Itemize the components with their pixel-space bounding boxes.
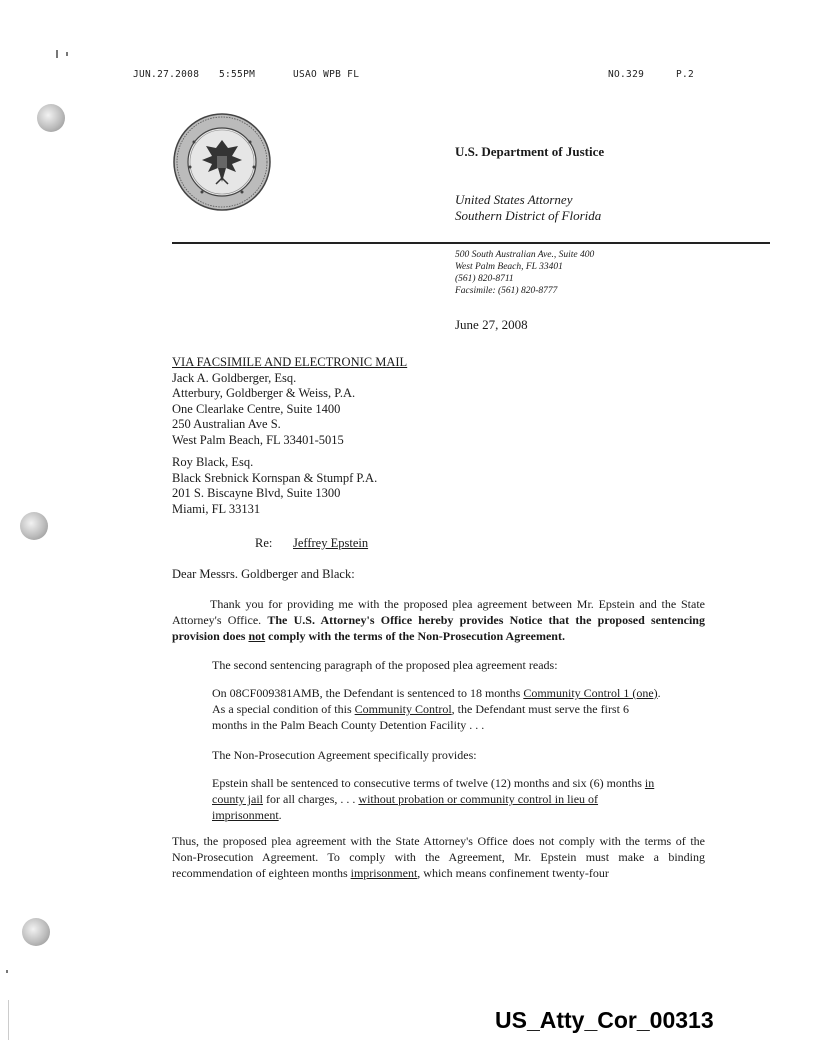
scan-speck xyxy=(66,52,68,56)
delivery-method: VIA FACSIMILE AND ELECTRONIC MAIL xyxy=(172,355,408,369)
quote-plea-agreement xyxy=(212,685,667,733)
office-line-1: United States Attorney xyxy=(455,192,573,207)
notice-text: Thank you for providing me with the proposed plea agreement between Mr. Epstein and the State Attorney's Office. xyxy=(172,597,705,627)
punch-hole-bottom xyxy=(22,918,50,946)
recipient-block-2 xyxy=(172,455,377,517)
quote-text: On 08CF009381AMB, the Defendant is sentenced to 18 months xyxy=(212,686,524,700)
address-city: West Palm Beach, FL 33401 xyxy=(455,262,563,272)
quote-underlined: in county jail xyxy=(212,776,655,806)
recipient-line: Roy Black, Esq. xyxy=(172,455,254,469)
recipient-line: Miami, FL 33131 xyxy=(172,501,261,516)
re-subject: Jeffrey Epstein xyxy=(293,536,369,550)
conclusion-text: , which means confinement twenty-four xyxy=(417,866,609,880)
punch-hole-middle xyxy=(20,512,48,540)
recipient-block-1 xyxy=(172,355,407,448)
office-address xyxy=(455,249,594,297)
notice-bold-text: The U.S. Attorney's Office hereby provides Notice that the proposed sentencing provision does xyxy=(172,613,705,643)
quote-npa xyxy=(212,775,667,823)
fax-header-page: P.2 xyxy=(676,69,695,80)
paragraph-second-sentencing: The second sentencing paragraph of the proposed plea agreement reads: xyxy=(212,658,558,672)
address-fax: Facsimile: (561) 820-8777 xyxy=(455,286,558,296)
scan-speck xyxy=(6,970,8,973)
quote-text: Epstein shall be sentenced to consecutive terms of twelve (12) months and six (6) months xyxy=(212,776,645,790)
quote-text: . xyxy=(278,808,282,822)
notice-bold-text: comply with the terms of the Non-Prosecution Agreement. xyxy=(265,629,565,643)
recipient-line: Atterbury, Goldberger & Weiss, P.A. xyxy=(172,386,356,400)
scan-speck xyxy=(56,50,58,58)
address-street: 500 South Australian Ave., Suite 400 xyxy=(455,250,595,260)
scan-speck xyxy=(8,1000,9,1040)
quote-underlined: Community Control xyxy=(354,702,452,716)
quote-underlined: without probation or community control in lieu of imprisonment xyxy=(212,792,599,822)
recipient-line: One Clearlake Centre, Suite 1400 xyxy=(172,401,341,416)
recipient-line: West Palm Beach, FL 33401-5015 xyxy=(172,432,344,447)
doj-seal-icon xyxy=(172,112,272,212)
fax-header-date: JUN.27.2008 xyxy=(133,69,200,80)
office-line-2: Southern District of Florida xyxy=(455,208,602,223)
notice-emphasis: not xyxy=(248,629,266,643)
paragraph-npa-provides: The Non-Prosecution Agreement specifically provides: xyxy=(212,748,477,762)
quote-text: . As a special condition of this xyxy=(212,686,661,716)
conclusion-underlined: imprisonment xyxy=(350,866,418,880)
bates-number: US_Atty_Cor_00313 xyxy=(495,1007,714,1033)
address-phone: (561) 820-8711 xyxy=(455,274,514,284)
quote-text: for all charges, . . . xyxy=(263,792,359,806)
conclusion-text: Thus, the proposed plea agreement with the State Attorney's Office does not comply with the terms of the Non-Prosecution Agreement. To comply with the Agreement, Mr. Epstein must make a binding recommendation of eighteen months xyxy=(172,834,705,880)
paragraph-notice xyxy=(172,596,705,644)
office-name xyxy=(455,192,601,224)
letterhead-divider xyxy=(172,242,770,244)
salutation: Dear Messrs. Goldberger and Black: xyxy=(172,567,355,581)
recipient-line: Jack A. Goldberger, Esq. xyxy=(172,370,297,385)
paragraph-conclusion xyxy=(172,833,705,881)
re-label: Re: xyxy=(255,536,273,550)
fax-header-sender: USAO WPB FL xyxy=(293,69,360,80)
recipient-line: Black Srebnick Kornspan & Stumpf P.A. xyxy=(172,470,378,485)
department-name: U.S. Department of Justice xyxy=(455,144,605,159)
recipient-line: 250 Australian Ave S. xyxy=(172,417,281,431)
fax-header-number: NO.329 xyxy=(608,69,645,80)
letter-date: June 27, 2008 xyxy=(455,317,528,332)
recipient-line: 201 S. Biscayne Blvd, Suite 1300 xyxy=(172,486,341,500)
quote-underlined: Community Control 1 (one) xyxy=(523,686,658,700)
punch-hole-top xyxy=(37,104,65,132)
fax-header-time: 5:55PM xyxy=(219,69,256,80)
quote-text: , the Defendant must serve the first 6 months in the Palm Beach County Detention Facility . . . xyxy=(212,702,629,732)
